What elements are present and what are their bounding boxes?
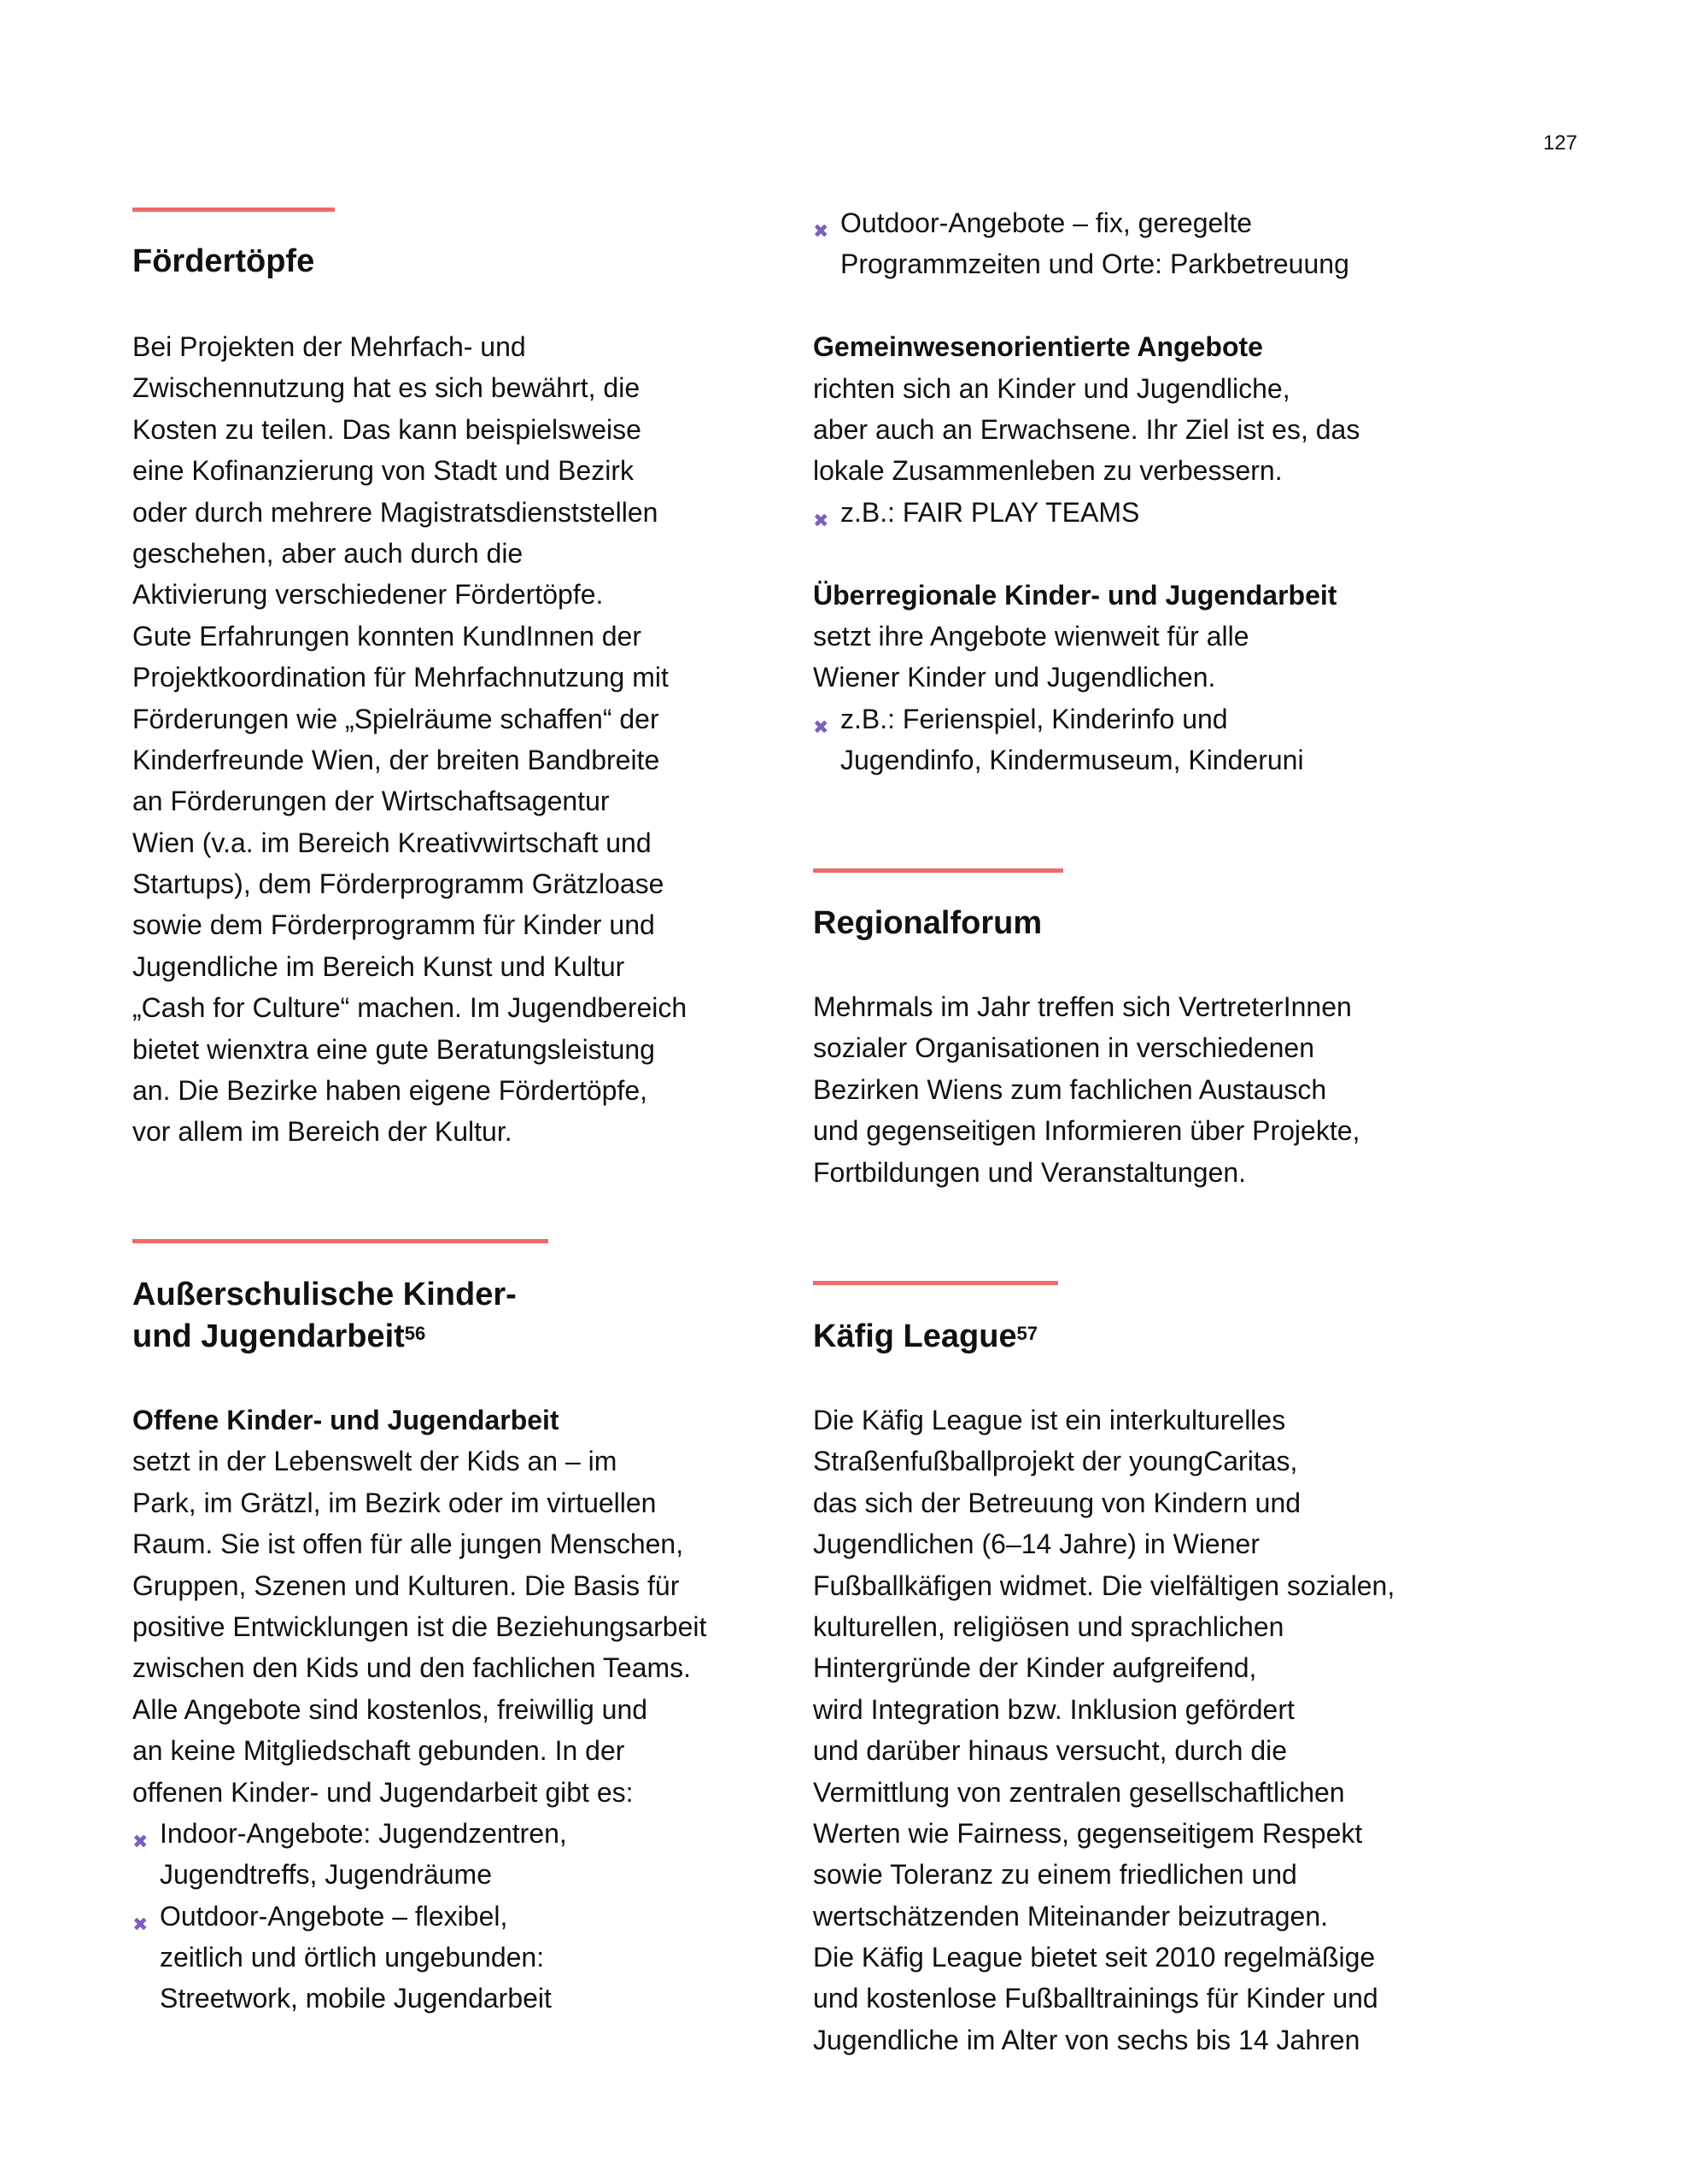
text-line: Jugendlichen (6–14 Jahre) in Wiener <box>813 1529 1260 1560</box>
bullet-text-line: z.B.: Ferienspiel, Kinderinfo und <box>840 703 1228 734</box>
text-line: Fortbildungen und Veranstaltungen. <box>813 1156 1247 1188</box>
footnote-ref: 57 <box>1016 1323 1038 1344</box>
bullet-item <box>132 1813 706 1896</box>
text-line: aber auch an Erwachsene. Ihr Ziel ist es, das <box>813 413 1360 445</box>
text-line: und kostenlose Fußballtrainings für Kinder und <box>813 1983 1378 2014</box>
bullet-text-line: z.B.: FAIR PLAY TEAMS <box>840 496 1140 528</box>
ausserschulisch-text <box>132 1400 706 2020</box>
regionalforum-text <box>813 986 1360 1193</box>
text-line: richten sich an Kinder und Jugendliche, <box>813 372 1290 404</box>
text-line: Mehrmals im Jahr treffen sich VertreterInnen <box>813 991 1352 1022</box>
text-line: Gruppen, Szenen und Kulturen. Die Basis für <box>132 1570 680 1601</box>
text-line: Werten wie Fairness, gegenseitigem Respekt <box>813 1817 1363 1849</box>
bullet-item <box>813 492 1360 533</box>
text-line: Kinderfreunde Wien, der breiten Bandbreite <box>132 744 660 775</box>
subheading-offene: Offene Kinder- und Jugendarbeit <box>132 1405 559 1435</box>
bullet-cross-icon: ✖ <box>813 509 829 531</box>
text-line: setzt in der Lebenswelt der Kids an – im <box>132 1446 617 1477</box>
bullet-text-line: Outdoor-Angebote – fix, geregelte <box>840 208 1253 238</box>
text-line: vor allem im Bereich der Kultur. <box>132 1116 512 1148</box>
text-line: an Förderungen der Wirtschaftsagentur <box>132 786 610 817</box>
bullet-text-line: Jugendinfo, Kindermuseum, Kinderuni <box>840 745 1304 776</box>
text-line: eine Kofinanzierung von Stadt und Bezirk <box>132 455 635 487</box>
text-line: und darüber hinaus versucht, durch die <box>813 1735 1288 1767</box>
text-line: Jugendliche im Alter von sechs bis 14 Jahren <box>813 2024 1360 2055</box>
text-line: Jugendliche im Bereich Kunst und Kultur <box>132 950 625 982</box>
text-line: „Cash for Culture“ machen. Im Jugendbereich <box>132 992 687 1024</box>
text-line: bietet wienxtra eine gute Beratungsleistung <box>132 1033 655 1065</box>
kaefig-text <box>813 1400 1395 2061</box>
bullet-text-line: Outdoor-Angebote – flexibel, <box>160 1900 508 1932</box>
text-line: Die Käfig League ist ein interkulturelles <box>813 1405 1286 1435</box>
text-line: Die Käfig League bietet seit 2010 regelmäßige <box>813 1942 1376 1973</box>
text-line: Fußballkäfigen widmet. Die vielfältigen sozialen, <box>813 1570 1395 1601</box>
subheading-ueberregional: Überregionale Kinder- und Jugendarbeit <box>813 579 1337 611</box>
section-divider <box>132 208 335 212</box>
footnote-ref: 56 <box>404 1323 426 1344</box>
text-line: kulturellen, religiösen und sprachlichen <box>813 1610 1284 1642</box>
heading-text: und Jugendarbeit <box>132 1318 405 1354</box>
text-line: sowie dem Förderprogramm für Kinder und <box>132 909 655 941</box>
text-line: Vermittlung von zentralen gesellschaftlichen <box>813 1776 1345 1808</box>
bullet-item <box>813 202 1360 285</box>
text-line: Aktivierung verschiedener Fördertöpfe. <box>132 579 604 611</box>
text-line: Straßenfußballprojekt der youngCaritas, <box>813 1446 1298 1477</box>
heading-kaefig-league <box>813 1316 1038 1358</box>
text-line: Alle Angebote sind kostenlos, freiwillig und <box>132 1693 648 1725</box>
text-line: Bei Projekten der Mehrfach- und <box>132 331 526 362</box>
text-line: Projektkoordination für Mehrfachnutzung mit <box>132 662 669 693</box>
heading-line: Außerschulische Kinder- <box>132 1277 517 1312</box>
text-line: Hintergründe der Kinder aufgreifend, <box>813 1652 1257 1684</box>
text-line: setzt ihre Angebote wienweit für alle <box>813 620 1249 652</box>
bullet-text-line: Jugendtreffs, Jugendräume <box>160 1859 492 1891</box>
text-line: Startups), dem Förderprogramm Grätzloase <box>132 868 664 900</box>
text-line: Förderungen wie „Spielräume schaffen“ der <box>132 703 659 734</box>
text-line: wertschätzenden Miteinander beizutragen. <box>813 1900 1329 1932</box>
text-line: lokale Zusammenleben zu verbessern. <box>813 455 1283 487</box>
bullet-text-line: Streetwork, mobile Jugendarbeit <box>160 1983 552 2014</box>
heading-line <box>132 1316 517 1358</box>
section-divider <box>813 1281 1058 1285</box>
bullet-text-line: Indoor-Angebote: Jugendzentren, <box>160 1817 567 1849</box>
bullet-cross-icon: ✖ <box>813 220 829 242</box>
text-line: zwischen den Kids und den fachlichen Teams. <box>132 1652 692 1684</box>
text-line: Wiener Kinder und Jugendlichen. <box>813 662 1216 693</box>
bullet-cross-icon: ✖ <box>132 1830 149 1852</box>
bullet-cross-icon: ✖ <box>813 716 829 738</box>
text-line: und gegenseitigen Informieren über Projekte, <box>813 1115 1360 1147</box>
gemeinwesen-body <box>813 368 1360 492</box>
text-line: geschehen, aber auch durch die <box>132 537 524 569</box>
section-divider <box>813 868 1063 873</box>
text-line: offenen Kinder- und Jugendarbeit gibt es: <box>132 1776 634 1808</box>
heading-foerdertoepfe: Fördertöpfe <box>132 243 315 279</box>
right-top-text <box>813 202 1360 780</box>
text-line: sozialer Organisationen in verschiedenen <box>813 1032 1315 1064</box>
text-line: Gute Erfahrungen konnten KundInnen der <box>132 620 641 652</box>
text-line: Wien (v.a. im Bereich Kreativwirtschaft und <box>132 827 652 858</box>
text-line: an keine Mitgliedschaft gebunden. In der <box>132 1735 625 1767</box>
text-line: positive Entwicklungen ist die Beziehungsarbeit <box>132 1610 707 1642</box>
section-divider <box>132 1239 548 1243</box>
bullet-item <box>813 699 1360 781</box>
text-line: oder durch mehrere Magistratsdienststellen <box>132 496 658 528</box>
text-line: Park, im Grätzl, im Bezirk oder im virtuellen <box>132 1487 657 1518</box>
heading-text: Käfig League <box>813 1318 1017 1354</box>
bullet-text-line: Programmzeiten und Orte: Parkbetreuung <box>840 248 1349 280</box>
text-line: das sich der Betreuung von Kindern und <box>813 1487 1301 1518</box>
offene-body <box>132 1441 706 1813</box>
text-line: Bezirken Wiens zum fachlichen Austausch <box>813 1073 1327 1105</box>
text-line: Kosten zu teilen. Das kann beispielsweise <box>132 413 641 445</box>
text-line: sowie Toleranz zu einem friedlichen und <box>813 1859 1297 1891</box>
heading-ausserschulisch <box>132 1274 517 1358</box>
bullet-cross-icon: ✖ <box>132 1913 149 1935</box>
page-number: 127 <box>1542 132 1577 155</box>
heading-regionalforum: Regionalforum <box>813 905 1043 941</box>
text-line: an. Die Bezirke haben eigene Fördertöpfe, <box>132 1075 648 1107</box>
foerdertoepfe-text <box>132 326 687 1153</box>
bullet-text-line: zeitlich und örtlich ungebunden: <box>160 1942 545 1973</box>
text-line: wird Integration bzw. Inklusion gefördert <box>813 1693 1295 1725</box>
bullet-item <box>132 1896 706 2020</box>
text-line: Zwischennutzung hat es sich bewährt, die <box>132 372 640 404</box>
subheading-gemeinwesen: Gemeinwesenorientierte Angebote <box>813 331 1263 363</box>
text-line: Raum. Sie ist offen für alle jungen Menschen, <box>132 1529 684 1560</box>
ueberregional-body <box>813 616 1360 699</box>
